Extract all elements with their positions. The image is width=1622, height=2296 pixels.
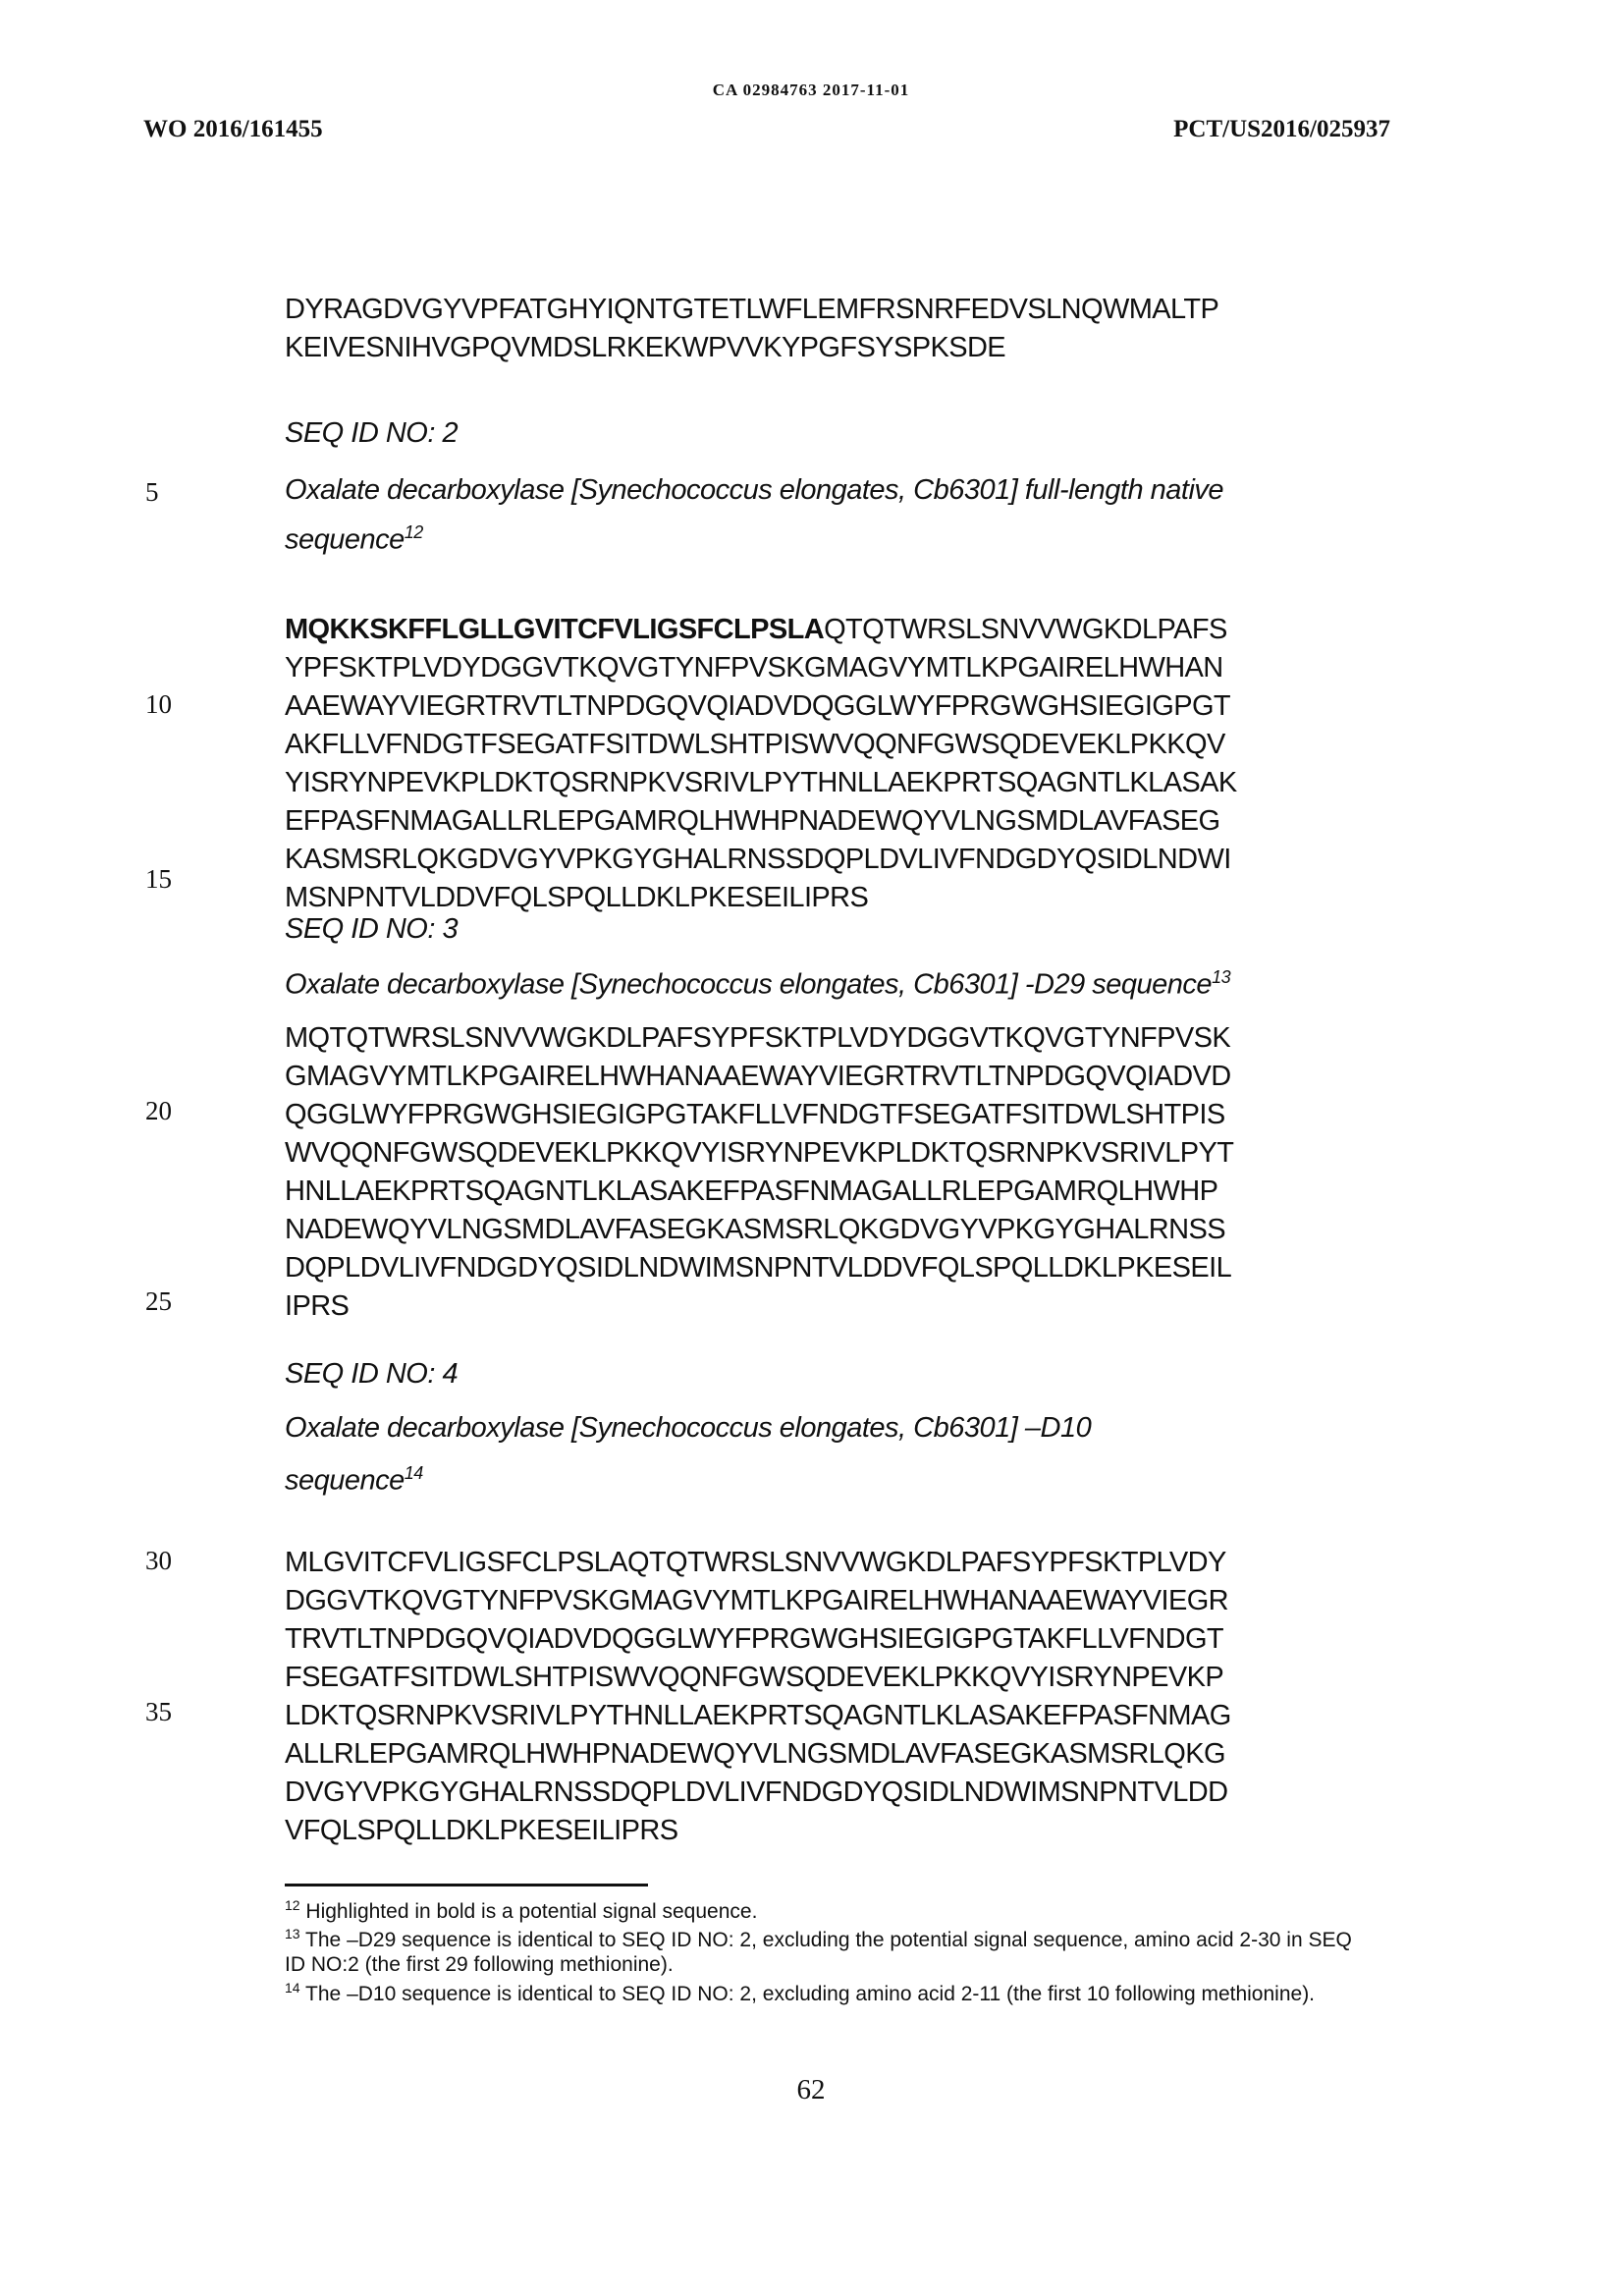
sequence-line: MQTQTWRSLSNVVWGKDLPAFSYPFSKTPLVDYDGGVTKQVGTYNFPVSK <box>285 1022 1231 1054</box>
footnote-ref-12: 12 <box>404 522 423 542</box>
sequence-line: KEIVESNIHVGPQVMDSLRKEKWPVVKYPGFSYSPKSDE <box>285 332 1006 363</box>
sequence-line: WVQQNFGWSQDEVEKLPKKQVYISRYNPEVKPLDKTQSRNPKVSRIVLPYT <box>285 1137 1234 1169</box>
sequence-line: QGGLWYFPRGWGHSIEGIGPGTAKFLLVFNDGTFSEGATFSITDWLSHTPIS <box>285 1099 1225 1130</box>
publication-number: WO 2016/161455 <box>143 116 323 142</box>
seq4-heading: SEQ ID NO: 4 <box>285 1358 459 1390</box>
seq2-description-line1: Oxalate decarboxylase [Synechococcus elongates, Cb6301] full-length native <box>285 474 1224 506</box>
sequence-line: DQPLDVLIVFNDGDYQSIDLNDWIMSNPNTVLDDVFQLSPQLLDKLPKESEIL <box>285 1252 1232 1284</box>
seq2-heading: SEQ ID NO: 2 <box>285 417 459 449</box>
footnote-text: The –D10 sequence is identical to SEQ ID NO: 2, excluding amino acid 2-11 (the first 10 following methionine). <box>305 1983 1316 2005</box>
line-number: 20 <box>145 1096 172 1125</box>
sequence-line: DGGVTKQVGTYNFPVSKGMAGVYMTLKPGAIRELHWHANAAEWAYVIEGR <box>285 1585 1228 1616</box>
footnote-number: 12 <box>285 1897 300 1913</box>
footnote-ref-14: 14 <box>404 1463 423 1483</box>
sequence-line: KASMSRLQKGDVGYVPKGYGHALRNSSDQPLDVLIVFNDGDYQSIDLNDWI <box>285 844 1231 875</box>
sequence-line: NADEWQYVLNGSMDLAVFASEGKASMSRLQKGDVGYVPKGYGHALRNSS <box>285 1214 1225 1245</box>
seq3-sequence <box>285 1019 1233 1326</box>
line-number: 25 <box>145 1286 172 1316</box>
page-number: 62 <box>796 2074 826 2105</box>
footnote-text: The –D29 sequence is identical to SEQ ID NO: 2, excluding the potential signal sequence, amino acid 2-30 in SEQ ID NO:2 (the first 29 following methionine). <box>285 1929 1352 1976</box>
sequence-line: VFQLSPQLLDKLPKESEILIPRS <box>285 1815 678 1846</box>
intro-sequence <box>285 291 1218 367</box>
seq2-description <box>285 474 1223 507</box>
footnote-14 <box>285 1976 1365 2006</box>
seq4-description: Oxalate decarboxylase [Synechococcus elongates, Cb6301] –D10 <box>285 1412 1092 1444</box>
sequence-line: YISRYNPEVKPLDKTQSRNPKVSRIVLPYTHNLLAEKPRTSQAGNTLKLASAK <box>285 767 1237 798</box>
sequence-line: DYRAGDVGYVPFATGHYIQNTGTETLWFLEMFRSNRFEDVSLNQWMALTP <box>285 294 1219 325</box>
sequence-line: FSEGATFSITDWLSHTPISWVQQNFGWSQDEVEKLPKKQVYISRYNPEVKP <box>285 1662 1224 1693</box>
sequence-line: EFPASFNMAGALLRLEPGAMRQLHWHPNADEWQYVLNGSMDLAVFASEG <box>285 805 1220 837</box>
seq3-heading: SEQ ID NO: 3 <box>285 913 459 945</box>
sequence-line: TRVTLTNPDGQVQIADVDQGGLWYFPRGWGHSIEGIGPGTAKFLLVFNDGT <box>285 1623 1224 1655</box>
line-number: 10 <box>145 689 172 719</box>
line-number: 15 <box>145 864 172 894</box>
sequence-line: MLGVITCFVLIGSFCLPSLAQTQTWRSLSNVVWGKDLPAFSYPFSKTPLVDY <box>285 1547 1226 1578</box>
signal-sequence: MQKKSKFFLGLLGVITCFVLIGSFCLPSLA <box>285 614 825 645</box>
seq2-description-line2: sequence$^{12}$ <box>285 522 423 556</box>
seq2-sequence <box>285 611 1237 917</box>
sequence-line: YPFSKTPLVDYDGGVTKQVGTYNFPVSKGMAGVYMTLKPGAIRELHWHAN <box>285 652 1223 683</box>
sequence-line: AKFLLVFNDGTFSEGATFSITDWLSHTPISWVQQNFGWSQDEVEKLPKKQV <box>285 729 1225 760</box>
seq3-description: Oxalate decarboxylase [Synechococcus elongates, Cb6301] -D29 sequence$^{13}$ <box>285 967 1231 1001</box>
document-reference: CA 02984763 2017-11-01 <box>712 81 910 99</box>
application-number: PCT/US2016/025937 <box>1173 116 1390 142</box>
sequence-line: ALLRLEPGAMRQLHWHPNADEWQYVLNGSMDLAVFASEGKASMSRLQKG <box>285 1738 1225 1770</box>
sequence-line: MQKKSKFFLGLLGVITCFVLIGSFCLPSLAQTQTWRSLSNVVWGKDLPAFS <box>285 614 1227 645</box>
sequence-line: HNLLAEKPRTSQAGNTLKLASAKEFPASFNMAGALLRLEPGAMRQLHWHP <box>285 1175 1218 1207</box>
sequence-line: DVGYVPKGYGHALRNSSDQPLDVLIVFNDGDYQSIDLNDWIMSNPNTVLDD <box>285 1777 1228 1808</box>
line-number: 5 <box>145 477 159 507</box>
footnote-ref-13: 13 <box>1212 967 1231 987</box>
line-number: 35 <box>145 1697 172 1726</box>
footnote-number: 14 <box>285 1980 300 1995</box>
sequence-line: IPRS <box>285 1290 350 1322</box>
seq4-sequence <box>285 1544 1231 1850</box>
footnote-number: 13 <box>285 1926 300 1941</box>
footnote-12 <box>285 1893 1365 1924</box>
sequence-line: LDKTQSRNPKVSRIVLPYTHNLLAEKPRTSQAGNTLKLASAKEFPASFNMAG <box>285 1700 1231 1731</box>
footnote-13 <box>285 1922 1365 1977</box>
sequence-line: AAEWAYVIEGRTRVTLTNPDGQVQIADVDQGGLWYFPRGWGHSIEGIGPGT <box>285 690 1231 722</box>
seq4-description-line2: sequence$^{14}$ <box>285 1463 423 1497</box>
sequence-line: GMAGVYMTLKPGAIRELHWHANAAEWAYVIEGRTRVTLTNPDGQVQIADVD <box>285 1061 1231 1092</box>
line-number: 30 <box>145 1546 172 1575</box>
footnote-text: Highlighted in bold is a potential signal sequence. <box>305 1900 758 1923</box>
footnote-divider <box>285 1884 648 1886</box>
sequence-line: MSNPNTVLDDVFQLSPQLLDKLPKESEILIPRS <box>285 882 869 913</box>
